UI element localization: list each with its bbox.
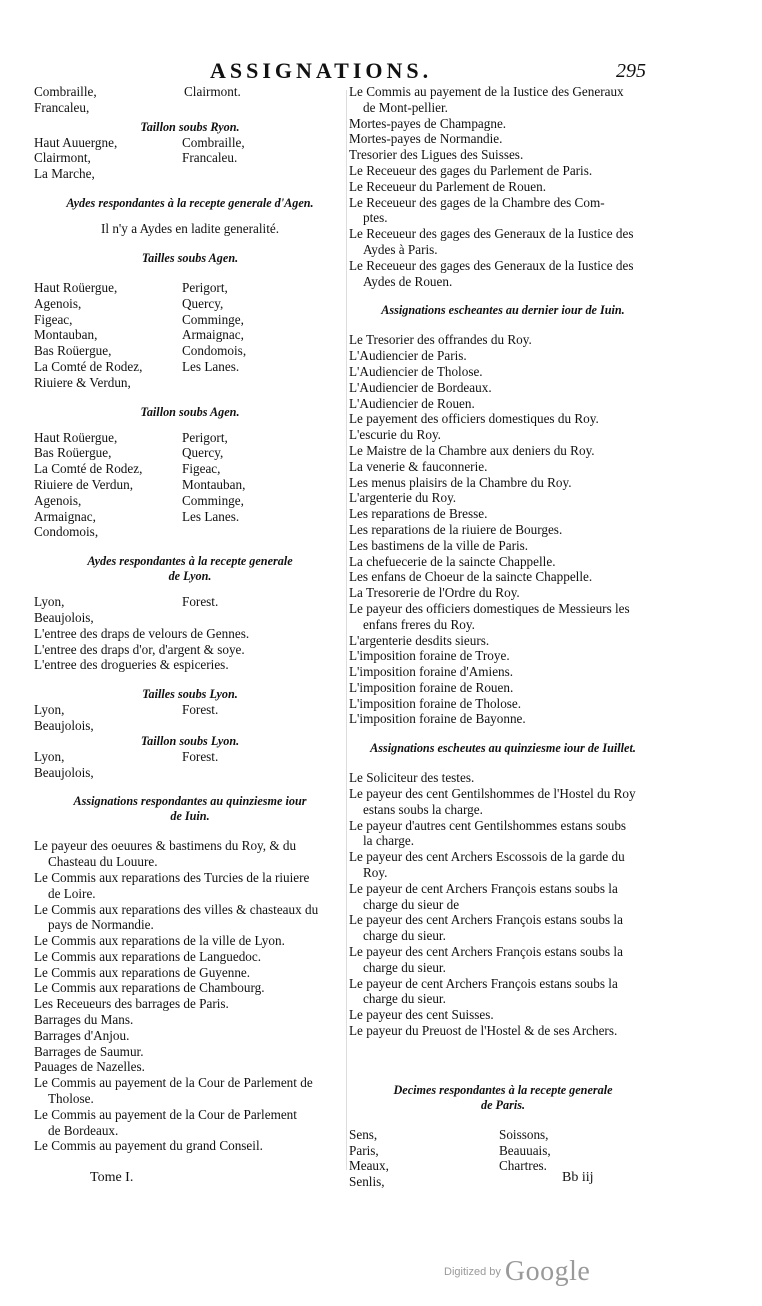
place-name: Comminge,	[182, 492, 244, 508]
section-heading: de Paris.	[480, 1097, 525, 1112]
entry-line: Le Commis aux reparations de Languedoc.	[34, 948, 262, 964]
place-name: Combraille,	[34, 84, 97, 99]
entry-continuation: Tholose.	[48, 1091, 94, 1107]
place-name: Sens,	[349, 1126, 378, 1142]
running-title: ASSIGNATIONS.	[210, 58, 433, 83]
entry-line: Le Maistre de la Chambre aux deniers du Roy.	[349, 442, 595, 458]
entry-line: Le Commis aux reparations de Guyenne.	[34, 964, 251, 980]
entry-line: Le payeur des cent Suisses.	[349, 1007, 494, 1023]
list-item	[34, 838, 346, 870]
section-heading: Assignations escheutes au quinziesme iour de Iuillet.	[370, 741, 636, 756]
entry-line: Le Commis aux reparations de la ville de Lyon.	[34, 933, 285, 949]
left-column	[34, 84, 346, 1154]
list-item	[349, 475, 657, 491]
list-item	[34, 933, 346, 949]
list-row	[34, 445, 346, 461]
entry-line: L'Audiencier de Tholose.	[349, 363, 483, 379]
section-heading: de Lyon.	[168, 569, 212, 584]
list-item: L'entree des draps de velours de Gennes.	[34, 625, 250, 641]
entry-line: L'imposition foraine de Tholose.	[349, 695, 522, 711]
section-heading: Assignations escheantes au dernier iour de Iuin.	[381, 303, 625, 318]
entry-continuation: de Bordeaux.	[48, 1122, 119, 1138]
place-name: Paris,	[349, 1142, 379, 1158]
entry-line: Barrages de Saumur.	[34, 1043, 144, 1059]
list-row	[34, 375, 346, 391]
list-item	[349, 147, 657, 163]
list-item	[349, 881, 657, 913]
list-item	[349, 258, 657, 290]
place-name: Comminge,	[182, 311, 244, 327]
entry-line: La Tresorerie de l'Ordre du Roy.	[349, 585, 520, 601]
list-block	[34, 749, 346, 781]
list-row	[34, 493, 346, 509]
place-name: Bas Roüergue,	[34, 343, 112, 359]
entry-line: L'argenterie desdits sieurs.	[349, 632, 490, 648]
entry-line: Mortes-payes de Champagne.	[349, 115, 507, 131]
place-name: Figeac,	[182, 461, 221, 477]
entry-line: L'imposition foraine d'Amiens.	[349, 664, 514, 680]
list-item	[34, 1059, 346, 1075]
place-name: Perigort,	[182, 429, 228, 445]
list-row	[34, 509, 346, 525]
list-item	[349, 226, 657, 258]
section-heading: Tailles soubs Agen.	[141, 250, 239, 265]
place-name: La Marche,	[34, 166, 95, 182]
section-note: Il n'y a Aydes en ladite generalité.	[100, 220, 280, 236]
column-divider	[346, 90, 347, 1170]
entry-line: Barrages du Mans.	[34, 1012, 134, 1028]
entry-line: Le payeur des cent Gentilshommes de l'Hostel du Roy	[349, 786, 636, 802]
list-item	[34, 996, 346, 1012]
entry-line: L'imposition foraine de Bayonne.	[349, 711, 526, 727]
entry-line: Les bastimens de la ville de Paris.	[349, 537, 529, 553]
list-row	[34, 718, 346, 734]
list-row	[34, 765, 346, 781]
place-name: Bas Roüergue,	[34, 445, 112, 461]
page-footer	[0, 1170, 762, 1190]
place-name: Forest.	[182, 748, 219, 764]
list-item	[349, 522, 657, 538]
list-item	[349, 711, 657, 727]
list-item	[349, 912, 657, 944]
entry-line: Le payeur des cent Archers François estans soubs la	[349, 912, 623, 928]
place-name: Les Lanes.	[182, 358, 240, 374]
list-item	[34, 949, 346, 965]
list-item	[349, 131, 657, 147]
list-row	[34, 749, 346, 765]
list-row	[34, 84, 346, 100]
entry-continuation: charge du sieur.	[363, 959, 446, 975]
entry-line: Le payeur de cent Archers François estans soubs la	[349, 975, 618, 991]
entry-line: Le Receueur des gages du Parlement de Paris.	[349, 162, 593, 178]
signature-mark: Bb iij	[562, 1170, 594, 1185]
list-item	[349, 601, 657, 633]
list-row	[34, 594, 346, 610]
list-item	[349, 427, 657, 443]
place-name: La Comté de Rodez,	[34, 358, 143, 374]
list-item	[34, 1044, 346, 1060]
entry-line: Les reparations de la riuiere de Bourges.	[349, 521, 563, 537]
place-name: Soissons,	[499, 1126, 549, 1142]
list-item: Beaujolois,	[34, 609, 94, 625]
entry-continuation: Aydes de Rouen.	[363, 273, 453, 289]
list-block	[34, 838, 346, 1154]
section-heading: Taillon soubs Agen.	[140, 404, 240, 419]
entry-continuation: charge du sieur de	[363, 896, 460, 912]
list-item	[349, 116, 657, 132]
list-block	[34, 702, 346, 734]
list-row	[34, 135, 346, 151]
entry-line: Le Receueur des gages des Generaux de la Iustice des	[349, 226, 634, 242]
entry-line: Le payeur des cent Archers François estans soubs la	[349, 944, 623, 960]
list-item	[349, 490, 657, 506]
list-item	[349, 664, 657, 680]
entry-line: Le Receueur des gages de la Chambre des Com-	[349, 194, 605, 210]
list-row	[34, 477, 346, 493]
entry-line: Les menus plaisirs de la Chambre du Roy.	[349, 474, 572, 490]
place-name: Agenois,	[34, 295, 82, 311]
list-item	[34, 1075, 346, 1107]
place-name: Francaleu.	[182, 150, 238, 166]
list-block	[34, 610, 346, 673]
place-name: Riuiere & Verdun,	[34, 374, 131, 390]
place-name: Haut Roüergue,	[34, 429, 118, 445]
list-row	[34, 359, 346, 375]
list-item	[349, 179, 657, 195]
entry-line: Mortes-payes de Normandie.	[349, 131, 503, 147]
section-heading: Taillon soubs Ryon.	[140, 119, 240, 134]
list-item	[349, 849, 657, 881]
entry-line: Le payeur des cent Archers Escossois de la garde du	[349, 849, 625, 865]
list-item	[349, 585, 657, 601]
list-item	[349, 696, 657, 712]
place-name: Perigort,	[182, 279, 228, 295]
entry-line: L'escurie du Roy.	[349, 427, 441, 443]
entry-line: Le Tresorier des offrandes du Roy.	[349, 332, 532, 348]
place-name: Haut Roüergue,	[34, 279, 118, 295]
entry-line: La venerie & fauconnerie.	[349, 458, 488, 474]
entry-line: Le Soliciteur des testes.	[349, 770, 475, 786]
place-name: Meaux,	[349, 1158, 389, 1174]
place-name: Quercy,	[182, 445, 224, 461]
entry-line: Tresorier des Ligues des Suisses.	[349, 147, 524, 163]
list-row	[34, 327, 346, 343]
list-item	[349, 770, 657, 786]
list-item	[34, 980, 346, 996]
section-heading: de Iuin.	[170, 809, 210, 824]
entry-line: Les reparations de Bresse.	[349, 506, 488, 522]
list-item	[349, 944, 657, 976]
entry-continuation: Roy.	[363, 865, 388, 881]
list-item	[349, 195, 657, 227]
entry-line: Le payeur des officiers domestiques de Messieurs les	[349, 600, 630, 616]
list-row	[34, 280, 346, 296]
place-name: Riuiere de Verdun,	[34, 476, 134, 492]
entry-line: L'Audiencier de Bordeaux.	[349, 379, 492, 395]
place-name: Lyon,	[34, 702, 65, 718]
section-heading: Taillon soubs Lyon.	[140, 733, 240, 748]
right-column	[349, 84, 657, 1190]
list-item	[349, 1023, 657, 1039]
place-name: Les Lanes.	[182, 508, 240, 524]
entry-line: L'Audiencier de Rouen.	[349, 395, 475, 411]
list-item	[349, 818, 657, 850]
section-heading: Tailles soubs Lyon.	[142, 687, 238, 702]
entry-continuation: estans soubs la charge.	[363, 801, 483, 817]
entry-line: Le payeur des oeuures & bastimens du Roy, & du	[34, 838, 297, 854]
entry-line: L'imposition foraine de Troye.	[349, 648, 510, 664]
place-name: Figeac,	[34, 311, 73, 327]
list-item: L'entree des drogueries & espiceries.	[34, 657, 229, 673]
entry-continuation: charge du sieur.	[363, 991, 446, 1007]
list-row	[34, 524, 346, 540]
entry-continuation: la charge.	[363, 833, 415, 849]
entry-line: Le payeur du Preuost de l'Hostel & de ses Archers.	[349, 1023, 618, 1039]
list-block	[34, 135, 346, 182]
list-item	[349, 680, 657, 696]
place-name: Quercy,	[182, 295, 224, 311]
place-name: Chartres.	[499, 1158, 547, 1174]
place-name: Lyon,	[34, 748, 65, 764]
entry-continuation: pays de Normandie.	[48, 917, 154, 933]
place-name: Beaujolois,	[34, 717, 94, 733]
entry-line: Pauages de Nazelles.	[34, 1059, 145, 1075]
place-name: Armaignac,	[182, 327, 244, 343]
list-item	[34, 870, 346, 902]
entry-line: Le Receueur du Parlement de Rouen.	[349, 178, 547, 194]
entry-line: Le Commis au payement de la Cour de Parlement	[34, 1106, 297, 1122]
list-row	[34, 296, 346, 312]
list-item	[349, 506, 657, 522]
entry-line: Le payeur de cent Archers François estans soubs la	[349, 880, 618, 896]
watermark	[444, 1256, 590, 1288]
list-item	[349, 411, 657, 427]
entry-line: Barrages d'Anjou.	[34, 1027, 130, 1043]
list-item	[349, 348, 657, 364]
list-item	[349, 396, 657, 412]
entry-line: Le payement des officiers domestiques du Roy.	[349, 411, 599, 427]
place-name: Montauban,	[182, 476, 246, 492]
list-item	[349, 538, 657, 554]
list-item	[349, 380, 657, 396]
list-row	[349, 1127, 657, 1143]
list-item	[349, 648, 657, 664]
place-name: Forest.	[182, 702, 219, 718]
list-item	[349, 1007, 657, 1023]
place-name: Agenois,	[34, 492, 82, 508]
list-row	[34, 343, 346, 359]
list-item	[349, 554, 657, 570]
entry-line: La chefuecerie de la saincte Chappelle.	[349, 553, 556, 569]
entry-continuation: Aydes à Paris.	[363, 241, 438, 257]
list-row	[34, 461, 346, 477]
place-name: Condomois,	[34, 524, 99, 540]
entry-continuation: de Loire.	[48, 885, 96, 901]
list-item	[349, 84, 657, 116]
list-item	[349, 332, 657, 348]
list-item	[34, 1028, 346, 1044]
place-name: Lyon,	[34, 594, 65, 610]
place-name: Senlis,	[349, 1174, 385, 1190]
list-row	[34, 430, 346, 446]
list-block	[349, 332, 657, 727]
list-item	[349, 569, 657, 585]
list-item	[349, 786, 657, 818]
list-item	[34, 1012, 346, 1028]
section-heading: Aydes respondantes à la recepte generale	[87, 554, 293, 569]
place-name: Forest.	[182, 594, 219, 610]
section-heading: Decimes respondantes à la recepte generale	[393, 1082, 613, 1097]
list-item	[349, 364, 657, 380]
entry-line: Le Commis aux reparations des villes & chasteaux du	[34, 901, 319, 917]
list-item	[34, 902, 346, 934]
place-name: Beaujolois,	[34, 764, 94, 780]
list-block	[34, 430, 346, 541]
page-header	[0, 58, 762, 86]
section-heading: Aydes respondantes à la recepte generale d'Agen.	[66, 195, 314, 210]
place-name: Condomois,	[182, 343, 247, 359]
entry-line: Le Receueur des gages des Generaux de la Iustice des	[349, 257, 634, 273]
place-name: La Comté de Rodez,	[34, 461, 143, 477]
list-item	[349, 976, 657, 1008]
place-name: Armaignac,	[34, 508, 96, 524]
list-item	[34, 1107, 346, 1139]
place-name: Montauban,	[34, 327, 98, 343]
list-item	[349, 459, 657, 475]
entry-continuation: Chasteau du Louure.	[48, 854, 158, 870]
watermark-prefix: Digitized by	[444, 1266, 501, 1278]
entry-continuation: ptes.	[363, 210, 388, 226]
entry-continuation: enfans freres du Roy.	[363, 616, 475, 632]
entry-line: Les Receueurs des barrages de Paris.	[34, 996, 229, 1012]
list-block	[349, 770, 657, 1039]
entry-line: Le Commis au payement de la Cour de Parlement de	[34, 1075, 313, 1091]
volume-label: Tome I.	[90, 1170, 134, 1185]
place-name: Haut Auuergne,	[34, 134, 118, 150]
list-block	[34, 594, 346, 610]
place-name: Francaleu,	[34, 99, 90, 115]
page-number: 295	[616, 60, 646, 82]
entry-line: Le payeur d'autres cent Gentilshommes estans soubs	[349, 817, 627, 833]
entry-line: L'Audiencier de Paris.	[349, 348, 467, 364]
list-row	[34, 166, 346, 182]
list-row	[34, 702, 346, 718]
entry-line: Le Commis au payement du grand Conseil.	[34, 1138, 263, 1154]
entry-line: Le Commis aux reparations de Chambourg.	[34, 980, 265, 996]
list-block	[349, 84, 657, 289]
list-item	[34, 1138, 346, 1154]
entry-line: Les enfans de Choeur de la saincte Chappelle.	[349, 569, 593, 585]
entry-line: Le Commis aux reparations des Turcies de la riuiere	[34, 869, 310, 885]
list-item	[349, 443, 657, 459]
list-item: L'entree des draps d'or, d'argent & soye.	[34, 641, 245, 657]
list-row	[34, 312, 346, 328]
place-name: Beauuais,	[499, 1142, 551, 1158]
entry-line: L'argenterie du Roy.	[349, 490, 457, 506]
section-heading: Assignations respondantes au quinziesme iour	[73, 794, 307, 809]
entry-continuation: charge du sieur.	[363, 928, 446, 944]
list-item	[34, 965, 346, 981]
entry-line: Le Commis au payement de la Iustice des Generaux	[349, 84, 624, 99]
entry-line: L'imposition foraine de Rouen.	[349, 679, 514, 695]
list-item	[349, 633, 657, 649]
place-name: Clairmont.	[184, 84, 241, 99]
list-row	[349, 1143, 657, 1159]
list-block	[34, 280, 346, 391]
list-item	[349, 163, 657, 179]
list-row	[34, 150, 346, 166]
entry-continuation: de Mont-pellier.	[363, 99, 448, 115]
watermark-logo: Google	[504, 1256, 591, 1287]
place-name: Clairmont,	[34, 150, 91, 166]
place-name: Combraille,	[182, 134, 245, 150]
